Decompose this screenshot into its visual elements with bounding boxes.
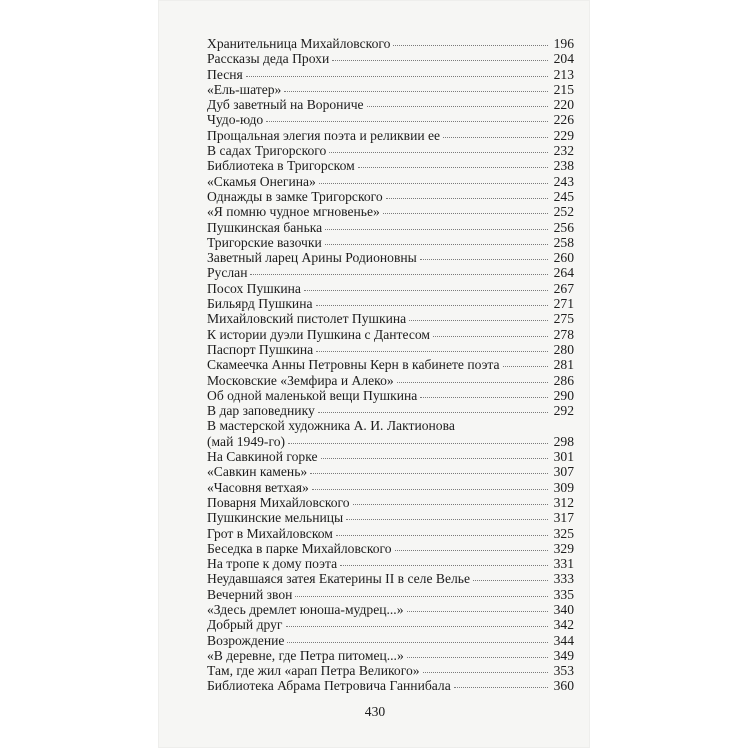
toc-entry-page: 344 xyxy=(553,632,574,648)
toc-entry xyxy=(207,510,574,525)
toc-entry-page: 329 xyxy=(553,540,574,556)
dot-leader xyxy=(286,625,549,627)
toc-entry xyxy=(207,541,574,556)
toc-entry xyxy=(207,204,574,219)
toc-entry xyxy=(207,97,574,112)
toc-entry xyxy=(207,526,574,541)
toc-entry-page: 238 xyxy=(553,158,574,174)
dot-leader xyxy=(395,549,548,551)
toc-entry-page: 204 xyxy=(553,51,574,67)
toc-entry xyxy=(207,112,574,127)
toc-entry-title-line1: В мастерской художника А. И. Лактионова xyxy=(207,418,455,434)
toc-entry xyxy=(207,388,574,403)
toc-entry-title: К истории дуэли Пушкина с Дантесом xyxy=(207,326,431,342)
toc-entry xyxy=(207,678,574,693)
toc-entry xyxy=(207,143,574,158)
toc-entry-title: Чудо-юдо xyxy=(207,112,264,128)
dot-leader xyxy=(473,579,548,581)
toc-entry-title: Песня xyxy=(207,66,243,82)
toc-entry-page: 258 xyxy=(553,234,574,250)
toc-entry-title: «Скамья Онегина» xyxy=(207,173,316,189)
toc-entry-title: Добрый друг xyxy=(207,617,283,633)
toc-entry-page: 333 xyxy=(553,571,574,587)
toc-entry-page: 317 xyxy=(553,510,574,526)
toc-entry xyxy=(207,571,574,586)
toc-entry-title: Грот в Михайловском xyxy=(207,525,333,541)
page-number: 430 xyxy=(364,704,386,719)
toc-entry xyxy=(207,296,574,311)
toc-entry-title: Библиотека в Тригорском xyxy=(207,158,355,174)
dot-leader xyxy=(246,75,548,77)
toc-entry xyxy=(207,235,574,250)
dot-leader xyxy=(325,228,548,230)
toc-entry-title: Возрождение xyxy=(207,632,285,648)
toc-entry-title: Московские «Земфира и Алеко» xyxy=(207,372,394,388)
toc-entry-title: Библиотека Абрама Петровича Ганнибала xyxy=(207,678,451,694)
toc-entry xyxy=(207,556,574,571)
toc-entry-title: Рассказы деда Прохи xyxy=(207,51,330,67)
toc-entry-page: 298 xyxy=(553,433,574,449)
dot-leader xyxy=(409,319,548,321)
dot-leader xyxy=(386,197,548,199)
toc-entry-page: 331 xyxy=(553,556,574,572)
toc-entry-title: «Ель-шатер» xyxy=(207,81,282,97)
toc-entry xyxy=(207,495,574,510)
toc-entry xyxy=(207,67,574,82)
toc-entry-multiline xyxy=(207,418,574,449)
dot-leader xyxy=(295,595,548,597)
toc-entry-page: 275 xyxy=(553,311,574,327)
dot-leader xyxy=(367,105,548,107)
toc-entry-title: Скамеечка Анны Петровны Керн в кабинете поэта xyxy=(207,357,500,373)
toc-entry xyxy=(207,342,574,357)
dot-leader xyxy=(420,258,548,260)
dot-leader xyxy=(407,610,548,612)
toc-entry-title: Прощальная элегия поэта и реликвии ее xyxy=(207,127,441,143)
toc-entry-page: 264 xyxy=(553,265,574,281)
toc-entry-title: Руслан xyxy=(207,265,248,281)
toc-entry xyxy=(207,265,574,280)
toc-entry-title: Бильярд Пушкина xyxy=(207,296,313,312)
toc-entry-page: 260 xyxy=(553,250,574,266)
dot-leader xyxy=(358,166,548,168)
toc-entry xyxy=(207,464,574,479)
dot-leader xyxy=(325,243,548,245)
dot-leader xyxy=(454,686,548,688)
toc-entry-page: 353 xyxy=(553,663,574,679)
toc-entry xyxy=(207,327,574,342)
dot-leader xyxy=(503,365,548,367)
toc-entry xyxy=(207,174,574,189)
toc-entry-page: 307 xyxy=(553,464,574,480)
toc-entry xyxy=(207,250,574,265)
toc-entry-title: Михайловский пистолет Пушкина xyxy=(207,311,407,327)
toc-entry-title: Паспорт Пушкина xyxy=(207,341,314,357)
dot-leader xyxy=(433,335,548,337)
toc-entry-page: 360 xyxy=(553,678,574,694)
toc-entry xyxy=(207,51,574,66)
toc-entry-title: Пушкинские мельницы xyxy=(207,510,344,526)
toc-entry-page: 245 xyxy=(553,188,574,204)
toc-entry-page: 301 xyxy=(553,449,574,465)
toc-entry-title: Дуб заветный на Вороничe xyxy=(207,97,364,113)
dot-leader xyxy=(319,182,548,184)
dot-leader xyxy=(304,289,548,291)
toc-entry-page: 196 xyxy=(553,36,574,51)
dot-leader xyxy=(316,304,548,306)
toc-entry-page: 340 xyxy=(553,601,574,617)
dot-leader xyxy=(288,442,548,444)
toc-entry-title: На тропе к дому поэта xyxy=(207,556,338,572)
toc-entry-page: 286 xyxy=(553,372,574,388)
dot-leader xyxy=(318,411,548,413)
toc-entry-page: 252 xyxy=(553,204,574,220)
toc-entry-title: «Я помню чудное мгновенье» xyxy=(207,204,380,220)
toc-entry xyxy=(207,648,574,663)
toc-entry-title: «Часовня ветхая» xyxy=(207,479,309,495)
toc-entry-page: 281 xyxy=(553,357,574,373)
table-of-contents xyxy=(207,36,574,694)
toc-entry-page: 229 xyxy=(553,127,574,143)
toc-entry-title: Поварня Михайловского xyxy=(207,494,350,510)
toc-entry-title: Хранительница Михайловского xyxy=(207,36,391,51)
dot-leader xyxy=(346,518,548,520)
toc-entry xyxy=(207,480,574,495)
toc-entry xyxy=(207,158,574,173)
dot-leader xyxy=(329,151,548,153)
toc-entry-title: Неудавшаяся затея Екатерины II в селе Велье xyxy=(207,571,471,587)
toc-entry-page: 290 xyxy=(553,387,574,403)
toc-entry xyxy=(207,663,574,678)
toc-entry-page: 312 xyxy=(553,494,574,510)
toc-entry-page: 280 xyxy=(553,341,574,357)
toc-entry xyxy=(207,373,574,388)
toc-entry-title: «Здесь дремлет юноша-мудрец...» xyxy=(207,601,404,617)
toc-entry-title: Вечерний звон xyxy=(207,586,293,602)
toc-entry-page: 335 xyxy=(553,586,574,602)
toc-entry xyxy=(207,633,574,648)
toc-entry xyxy=(207,311,574,326)
toc-entry-title: Тригорские вазочки xyxy=(207,234,322,250)
dot-leader xyxy=(332,59,548,61)
toc-entry-title-line2: (май 1949-го) xyxy=(207,433,286,449)
toc-entry-page: 220 xyxy=(553,97,574,113)
toc-entry xyxy=(207,281,574,296)
toc-entry-page: 213 xyxy=(553,66,574,82)
toc-entry-page: 278 xyxy=(553,326,574,342)
dot-leader xyxy=(340,564,548,566)
dot-leader xyxy=(284,90,548,92)
toc-entry-title: В дар заповеднику xyxy=(207,403,315,419)
toc-entry xyxy=(207,602,574,617)
toc-entry-page: 292 xyxy=(553,403,574,419)
toc-entry-line2 xyxy=(207,434,574,449)
toc-entry xyxy=(207,36,574,51)
toc-entry xyxy=(207,449,574,464)
toc-entry-title: «В деревне, где Петра питомец...» xyxy=(207,647,404,663)
toc-entry-title: Там, где жил «арап Петра Великого» xyxy=(207,663,420,679)
dot-leader xyxy=(423,671,548,673)
dot-leader xyxy=(393,44,548,46)
toc-entry-page: 256 xyxy=(553,219,574,235)
toc-entry-page: 342 xyxy=(553,617,574,633)
dot-leader xyxy=(397,381,548,383)
dot-leader xyxy=(310,472,548,474)
dot-leader xyxy=(287,641,548,643)
toc-entry-page: 325 xyxy=(553,525,574,541)
toc-entry xyxy=(207,82,574,97)
dot-leader xyxy=(420,396,548,398)
toc-entry-page: 267 xyxy=(553,280,574,296)
toc-entry-title: Пушкинская банька xyxy=(207,219,323,235)
toc-entry-page: 232 xyxy=(553,143,574,159)
toc-entry xyxy=(207,403,574,418)
toc-entry xyxy=(207,357,574,372)
toc-entry-title: В садах Тригорского xyxy=(207,143,327,159)
toc-entry-page: 226 xyxy=(553,112,574,128)
dot-leader xyxy=(336,534,548,536)
toc-entry-title: Посох Пушкина xyxy=(207,280,301,296)
toc-entry-page: 349 xyxy=(553,647,574,663)
dot-leader xyxy=(407,656,548,658)
toc-entry-page: 271 xyxy=(553,296,574,312)
dot-leader xyxy=(250,273,548,275)
toc-entry-title: Заветный ларец Арины Родионовны xyxy=(207,250,417,266)
toc-entry-page: 309 xyxy=(553,479,574,495)
dot-leader xyxy=(266,120,548,122)
toc-entry xyxy=(207,617,574,632)
dot-leader xyxy=(383,212,548,214)
dot-leader xyxy=(321,457,548,459)
toc-entry xyxy=(207,220,574,235)
toc-entry xyxy=(207,128,574,143)
toc-entry-title: На Савкиной горке xyxy=(207,449,318,465)
dot-leader xyxy=(353,503,548,505)
dot-leader xyxy=(316,350,548,352)
toc-entry-page: 243 xyxy=(553,173,574,189)
toc-entry-title: Беседка в парке Михайловского xyxy=(207,540,392,556)
toc-entry xyxy=(207,587,574,602)
toc-entry-title: Однажды в замке Тригорского xyxy=(207,188,383,204)
dot-leader xyxy=(443,136,548,138)
toc-entry xyxy=(207,189,574,204)
toc-entry-title: «Савкин камень» xyxy=(207,464,308,480)
toc-entry-page: 215 xyxy=(553,81,574,97)
dot-leader xyxy=(312,488,548,490)
toc-entry-title: Об одной маленькой вещи Пушкина xyxy=(207,387,418,403)
